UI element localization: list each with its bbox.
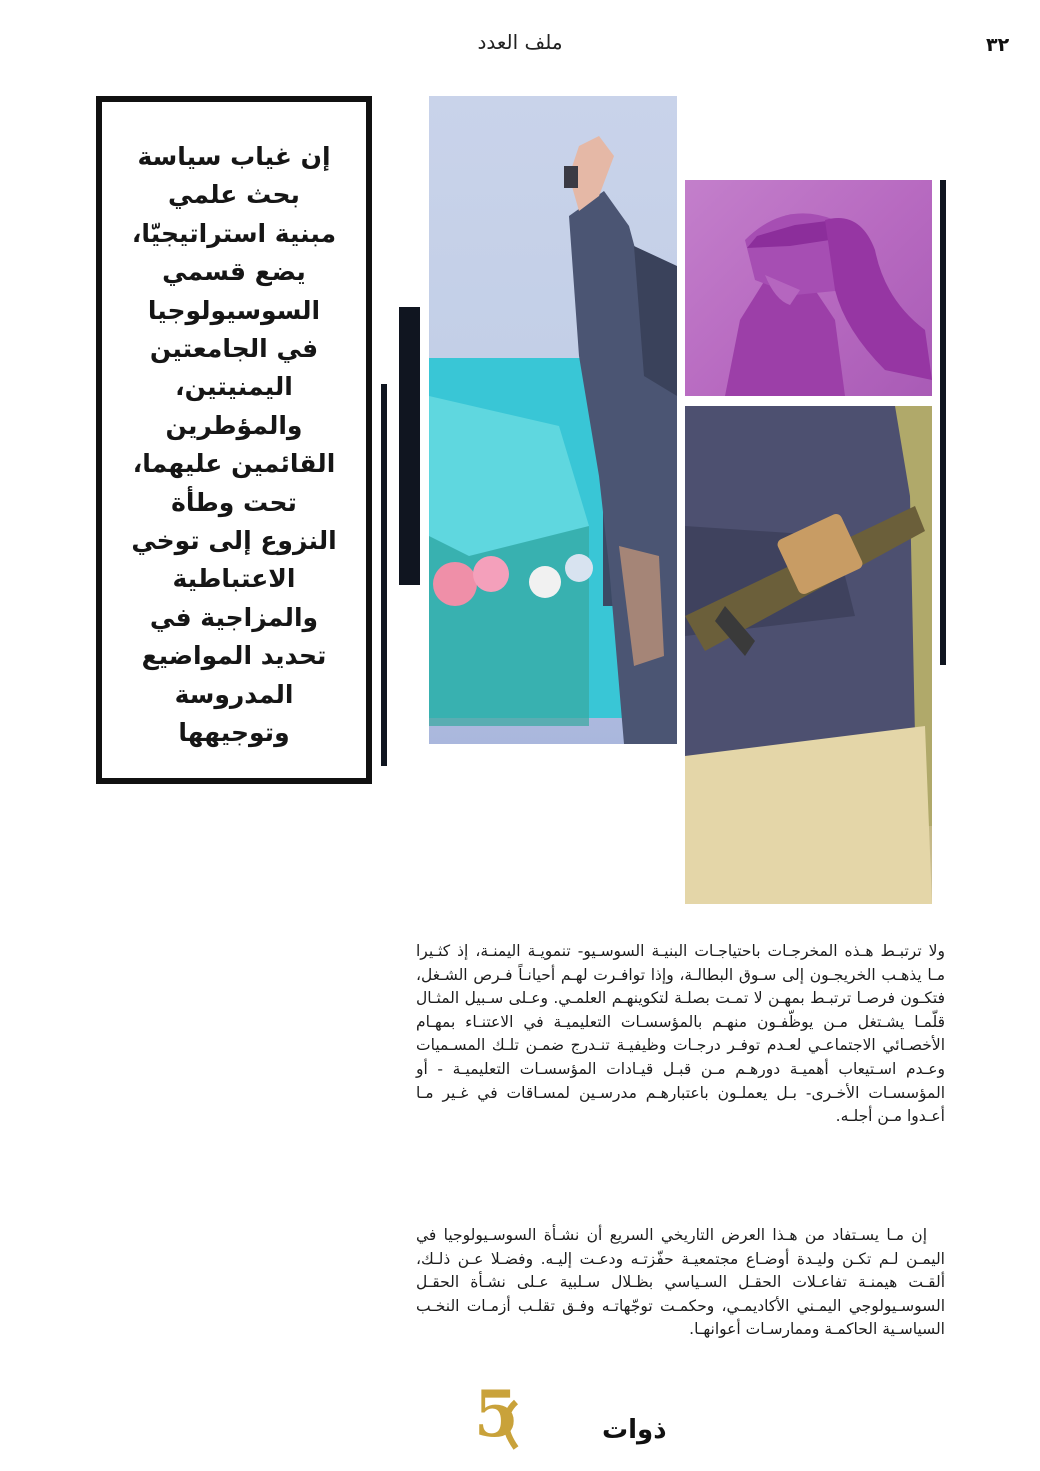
photo-man-with-rifle — [685, 406, 932, 904]
photo-man-raising-phone-illustration — [429, 96, 677, 744]
quote-line: والمزاجية في — [149, 602, 319, 632]
decorative-bar — [381, 384, 387, 766]
quote-line: وتوجيهها — [178, 718, 290, 748]
page-number: ٣٢ — [986, 34, 1010, 56]
pull-quote-text — [102, 102, 366, 753]
quote-line: القائمين عليهما، — [132, 449, 336, 479]
photo-man-raising-phone — [429, 96, 677, 744]
dhawat-50-logo — [470, 1377, 667, 1462]
quote-line: مبنية استراتيجيّا، — [131, 218, 337, 248]
quote-line: يضع قسمي — [162, 257, 306, 287]
quote-line: إن غياب سياسة — [137, 142, 331, 171]
quote-line: السوسيولوجيا — [147, 295, 321, 325]
photo-man-with-rifle-illustration — [685, 406, 932, 904]
quote-line: اليمنيتين، — [175, 372, 293, 402]
decorative-bar — [399, 307, 420, 585]
quote-line: بحث علمي — [168, 180, 300, 210]
quote-line: والمؤطرين — [165, 410, 303, 440]
quote-line: في الجامعتين — [149, 334, 319, 364]
article-paragraph: إن مـا يسـتفاد من هـذا العرض التاريخي السريع أن نشـأة السوسـيولوجيا في اليمـن لـم تكـن وليـدة أوضـاع مجتمعيـة حفّزتـه ودعـت إليـه. وفضـلا عـن ذلـك، ألقـت هيمنـة تفاعـلات الحقـل السـياسي بظـلال سـلبية عـلى نشـأة الحقـل السوسـيولوجي اليمـني الأكاديمـي، وحكمـت توجّهاتـه وفـق تقلـب أزمـات النخـب السياسـية الحاكمـة وممارسـات أعوانهـا. — [416, 1226, 945, 1339]
pull-quote-box — [96, 96, 372, 784]
photo-man-with-headscarf-illustration — [685, 180, 932, 396]
article-paragraph: ولا ترتبـط هـذه المخرجـات باحتياجـات البنيـة السوسـيو- تنمويـة اليمنـة، إذ كثـيرا مـا يذهـب الخريجـون إلى سـوق البطالـة، وإذا توافـرت لهـم أحيانـاً فـرص الشـغل، فتكـون فرصـا ترتبـط بمهـن لا تمـت بصلـة لتكوينهـم العلمـي. وعـلى سـبيل المثـال قلّمـا يشـتغل مـن يوظّفـون منهـم بالمؤسسـات التعليميـة في الاعتنـاء بمهـام الأخصـائي الاجتماعـي لعـدم توفـر درجـات وظيفيـة تنـدرج ضمـن تلـك المسـميات وعـدم اسـتيعاب أهميـة دورهـم مـن قبـل قيـادات المؤسسـات التعليميـة - أو المؤسسـات الأخـرى- بـل يعملـون باعتبارهـم مدرسـين لمسـاقات في غـير مـا أعـدوا مـن أجلـه. — [416, 942, 945, 1126]
quote-line: المدروسة — [174, 679, 294, 709]
quote-line: تحت وطأة — [171, 487, 297, 517]
photo-man-with-headscarf — [685, 180, 932, 396]
section-title: ملف العدد — [477, 30, 563, 54]
quote-line: النزوع إلى توخي — [131, 526, 337, 556]
logo-text: ذوات — [602, 1415, 667, 1445]
logo-numeral: 5 — [474, 1377, 519, 1452]
decorative-bar — [940, 180, 946, 665]
quote-line: الاعتباطية — [172, 564, 296, 594]
quote-line: تحديد المواضيع — [141, 641, 327, 671]
